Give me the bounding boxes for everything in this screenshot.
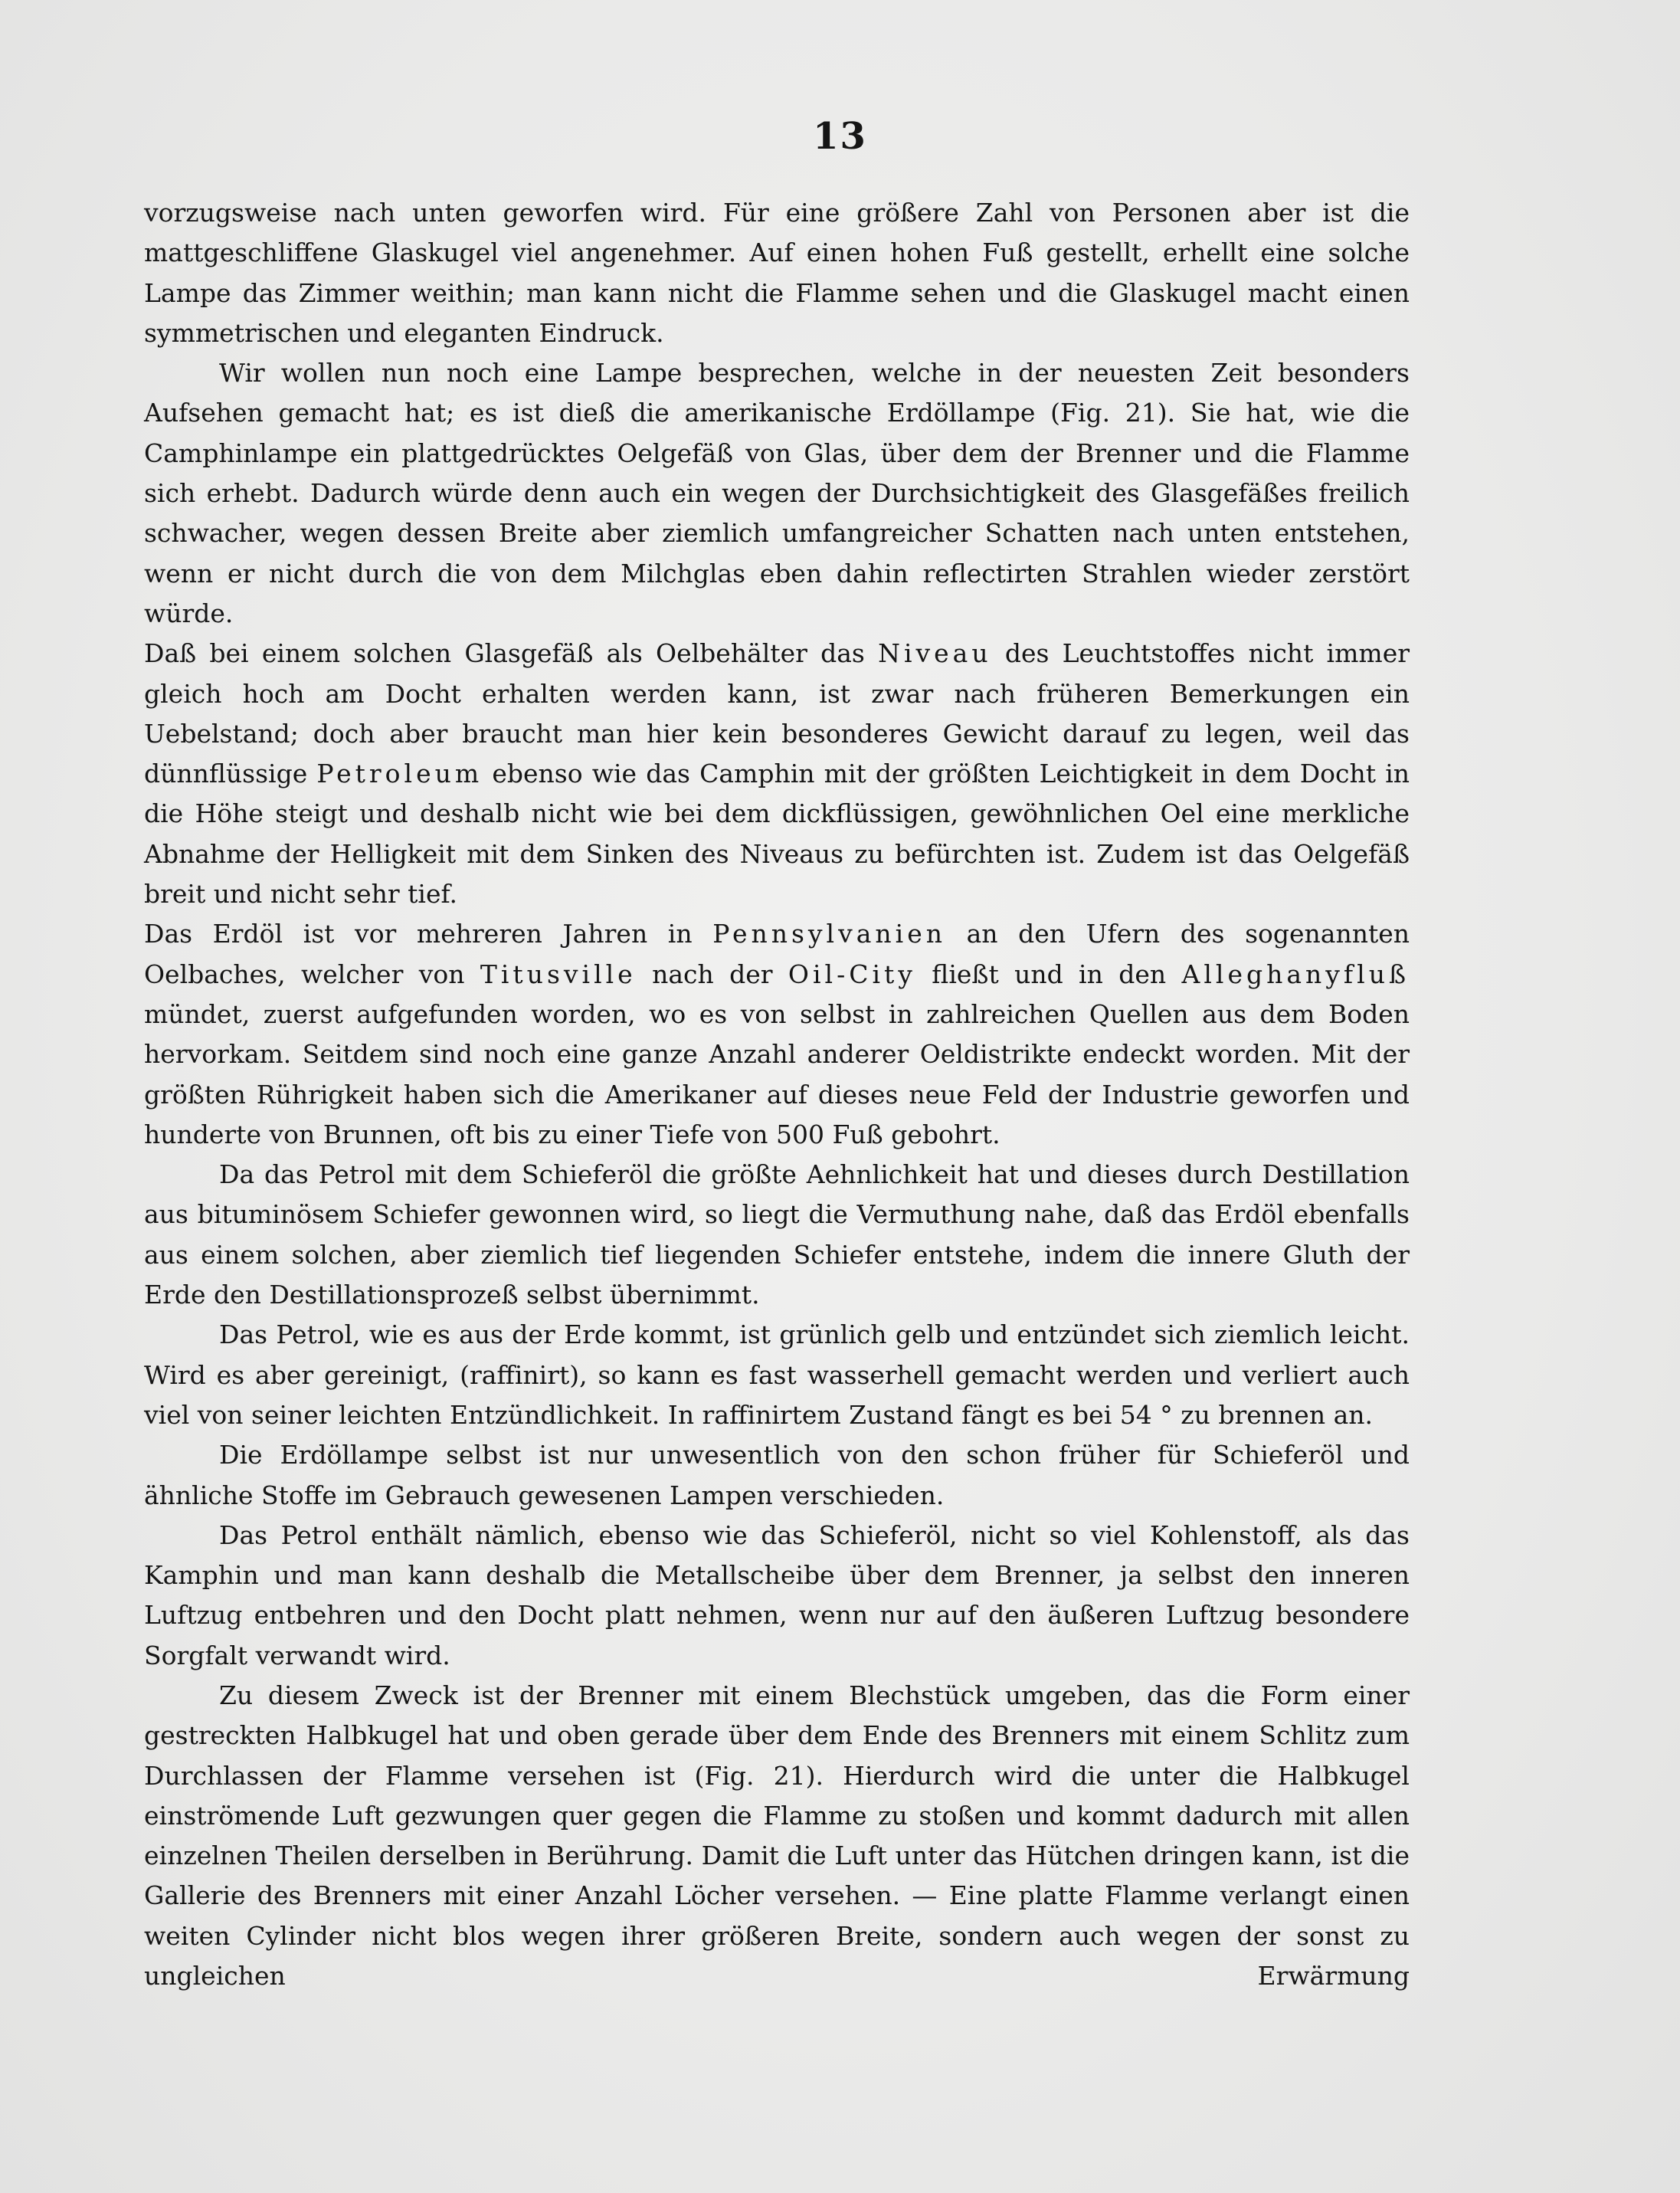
spaced-emphasis: Niveau bbox=[878, 638, 992, 669]
body-text bbox=[144, 193, 1410, 1996]
page-number: 13 bbox=[813, 115, 867, 158]
text-run: des Leuchtstoffes nicht immer gleich hoch am Docht erhalten werden kann, ist zwar nach früheren Bemerkungen ein Uebelstand; doch aber braucht man hier kein besonderes Gewicht darauf zu legen, weil das dünnflüssige bbox=[144, 638, 1410, 789]
text-run: nach der bbox=[636, 959, 788, 989]
paragraph: Das Petrol, wie es aus der Erde kommt, ist grünlich gelb und entzündet sich ziemlich leicht. Wird es aber gereinigt, (raffinirt), so kann es fast wasserhell gemacht werden und verliert auch viel von seiner leichten Entzündlichkeit. In raffinirtem Zustand fängt es bei 54 ° zu brennen an. bbox=[144, 1319, 1410, 1430]
spaced-emphasis: Oil-City bbox=[788, 959, 916, 989]
text-run: mündet, zuerst aufgefunden worden, wo es von selbst in zahlreichen Quellen aus dem Boden hervorkam. Seitdem sind noch eine ganze Anzahl anderer Oeldistrikte endeckt worden. Mit der größten Rührigkeit haben sich die Amerikaner auf dieses neue Feld der Industrie geworfen und hunderte von Brunnen, oft bis zu einer Tiefe von 500 Fuß gebohrt. bbox=[144, 998, 1410, 1149]
text-run: fließt und in den bbox=[915, 959, 1182, 989]
paragraph: Die Erdöllampe selbst ist nur unwesentlich von den schon früher für Schieferöl und ähnliche Stoffe im Gebrauch gewesenen Lampen verschieden. bbox=[144, 1440, 1410, 1510]
text-run: Das Erdöl ist vor mehreren Jahren in bbox=[144, 919, 713, 949]
paragraph bbox=[144, 914, 1410, 1155]
spaced-emphasis: Titusville bbox=[480, 959, 637, 989]
text-run: ebenso wie das Camphin mit der größten Leichtigkeit in dem Docht in die Höhe steigt und deshalb nicht wie bei dem dickflüssigen, gewöhnlichen Oel eine merkliche Abnahme der Helligkeit mit dem Sinken des Niveaus zu befürchten ist. Zudem ist das Oelgefäß breit und nicht sehr tief. bbox=[144, 759, 1410, 910]
paragraph: Zu diesem Zweck ist der Brenner mit einem Blechstück umgeben, das die Form einer gestreckten Halbkugel hat und oben gerade über dem Ende des Brenners mit einem Schlitz zum Durchlassen der Flamme versehen ist (Fig. 21). Hierdurch wird die unter die Halbkugel einströmende Luft gezwungen quer gegen die Flamme zu stoßen und kommt dadurch mit allen einzelnen Theilen derselben in Berührung. Damit die Luft unter das Hütchen dringen kann, ist die Gallerie des Brenners mit einer Anzahl Löcher versehen. — Eine platte Flamme verlangt einen weiten Cylinder nicht blos wegen ihrer größeren Breite, sondern auch wegen der sonst zu ungleichen Erwärmung bbox=[144, 1680, 1410, 1991]
text-run: an den Ufern des sogenannten Oelbaches, welcher von bbox=[144, 919, 1410, 989]
text-run: Daß bei einem solchen Glasgefäß als Oelbehälter das bbox=[144, 638, 879, 669]
paragraph: Da das Petrol mit dem Schieferöl die größte Aehnlichkeit hat und dieses durch Destillation aus bituminösem Schiefer gewonnen wird, so liegt die Vermuthung nahe, daß das Erdöl ebenfalls aus einem solchen, aber ziemlich tief liegenden Schiefer entstehe, indem die innere Gluth der Erde den Destillationsprozeß selbst übernimmt. bbox=[144, 1159, 1410, 1310]
paragraph: vorzugsweise nach unten geworfen wird. Für eine größere Zahl von Personen aber ist die mattgeschliffene Glaskugel viel angenehmer. Auf einen hohen Fuß gestellt, erhellt eine solche Lampe das Zimmer weithin; man kann nicht die Flamme sehen und die Glaskugel macht einen symmetrischen und eleganten Eindruck. bbox=[144, 198, 1410, 348]
spaced-emphasis: Alleghanyfluß bbox=[1181, 959, 1410, 989]
spaced-emphasis: Petroleum bbox=[316, 759, 483, 789]
paragraph: Das Petrol enthält nämlich, ebenso wie das Schieferöl, nicht so viel Kohlenstoff, als das Kamphin und man kann deshalb die Metallscheibe über dem Brenner, ja selbst den inneren Luftzug entbehren und den Docht platt nehmen, wenn nur auf den äußeren Luftzug besondere Sorgfalt verwandt wird. bbox=[144, 1519, 1410, 1670]
paragraph: Wir wollen nun noch eine Lampe besprechen, welche in der neuesten Zeit besonders Aufsehen gemacht hat; es ist dieß die amerikanische Erdöllampe (Fig. 21). Sie hat, wie die Camphinlampe ein plattgedrücktes Oelgefäß von Glas, über dem der Brenner und die Flamme sich erhebt. Dadurch würde denn auch ein wegen der Durchsichtigkeit des Glasgefäßes freilich schwacher, wegen dessen Breite aber ziemlich umfangreicher Schatten nach unten entstehen, wenn er nicht durch die von dem Milchglas eben dahin reflectirten Strahlen wieder zerstört würde. bbox=[144, 358, 1410, 628]
paragraph bbox=[144, 634, 1410, 914]
spaced-emphasis: Pennsylvanien bbox=[712, 919, 947, 949]
